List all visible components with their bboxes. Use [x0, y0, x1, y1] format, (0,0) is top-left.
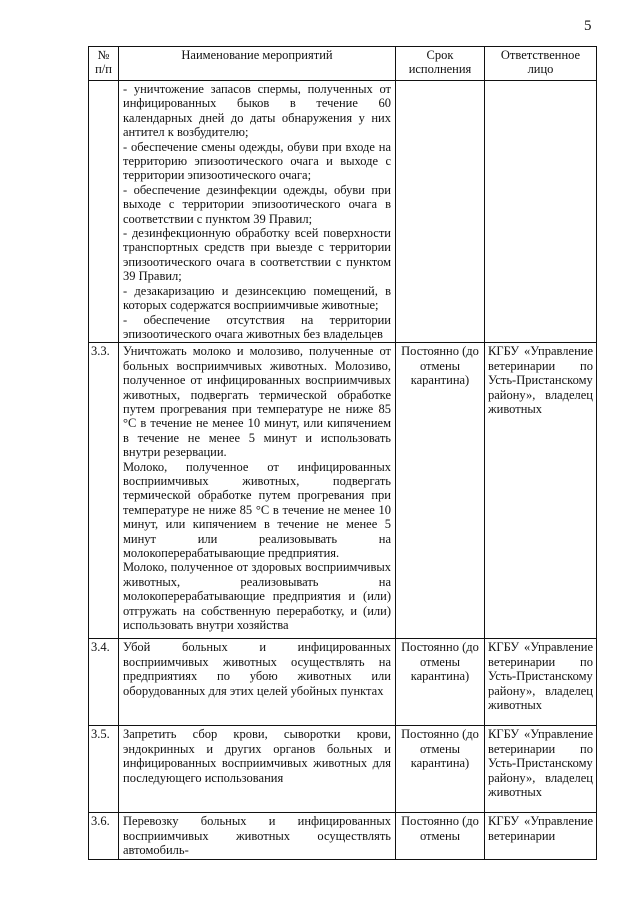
table-row [89, 343, 597, 639]
list-item: - уничтожение запасов спермы, полученных от инфицированных быков в течение 60 календарных дней до даты обнаружения у них антител к возбудителю; [123, 82, 391, 140]
header-responsible: Ответственное лицо [485, 47, 597, 81]
measure-paragraph: Запретить сбор крови, сыворотки крови, эндокринных и других органов больных и инфицированных восприимчивых животных для последующего использования [123, 727, 391, 785]
measure-paragraph: Молоко, полученное от инфицированных восприимчивых животных, подвергать термической обработке путем прогревания при температуре не ниже 85 °С в течение не менее 10 минут, или кипячением в течение не менее 5 минут или реализовывать на молокоперерабатывающие предприятия. [123, 459, 391, 560]
row-number: 3.3. [89, 343, 119, 639]
measure-paragraph: Перевозку больных и инфицированных восприимчивых животных осуществлять автомобиль- [123, 814, 391, 858]
responsible-cell: КГБУ «Управление ветеринарии по Усть-Пристанскому району», владелец животных [485, 639, 597, 726]
responsible-cell: КГБУ «Управление ветеринарии по Усть-Пристанскому району», владелец животных [485, 726, 597, 813]
list-item: - обеспечение дезинфекции одежды, обуви при выходе с территории эпизоотического очага в соответствии с пунктом 39 Правил; [123, 182, 391, 226]
page-number: 5 [584, 18, 592, 34]
list-item: - обеспечение отсутствия на территории эпизоотического очага животных без владельцев [123, 312, 391, 341]
term-cell: Постоянно (до отмены карантина) [396, 639, 485, 726]
measure-paragraph: Молоко, полученное от здоровых восприимчивых животных, реализовывать на молокоперерабатывающие предприятия и (или) отгружать на собственную переработку, и (или) использовать внутри хозяйства [123, 560, 391, 633]
row-number: 3.4. [89, 639, 119, 726]
header-measure-name: Наименование мероприятий [119, 47, 396, 81]
measure-cell [119, 343, 396, 639]
list-item: - обеспечение смены одежды, обуви при входе на территорию эпизоотического очага и выходе с территории эпизоотического очага; [123, 139, 391, 183]
table-row [89, 726, 597, 813]
measure-cell [119, 726, 396, 813]
measures-table [88, 46, 597, 860]
table-row [89, 813, 597, 859]
responsible-cell: КГБУ «Управление ветеринарии по Усть-Пристанскому району», владелец животных [485, 343, 597, 639]
header-term: Срок исполнения [396, 47, 485, 81]
list-item: - дезинфекционную обработку всей поверхности транспортных средств при выезде с территории эпизоотического очага в соответствии с пунктом 39 Правил; [123, 226, 391, 284]
list-item: - дезакаризацию и дезинсекцию помещений, в которых содержатся восприимчивые животные; [123, 283, 391, 313]
table-row-continuation [89, 81, 597, 343]
table-header-row [89, 47, 597, 81]
term-cell: Постоянно (до отмены карантина) [396, 343, 485, 639]
table-row [89, 639, 597, 726]
responsible-cell: КГБУ «Управление ветеринарии [485, 813, 597, 859]
measure-cell [119, 639, 396, 726]
row-number: 3.6. [89, 813, 119, 859]
row-number: 3.5. [89, 726, 119, 813]
term-cell: Постоянно (до отмены карантина) [396, 726, 485, 813]
continuation-cell [119, 81, 396, 343]
term-cell: Постоянно (до отмены [396, 813, 485, 859]
measure-paragraph: Убой больных и инфицированных восприимчивых животных осуществлять на предприятиях по убою животных или оборудованных для этих целей убойных пунктах [123, 640, 391, 698]
measure-paragraph: Уничтожать молоко и молозиво, полученные от больных восприимчивых животных. Молозиво, полученное от инфицированных восприимчивых животных, подвергать термической обработке путем прогревания при температуре не ниже 85 °С в течение не менее 10 минут, или кипячением в течение не менее 5 минут и использовать внутри резервации. [123, 344, 391, 460]
measure-cell [119, 813, 396, 859]
header-number: № п/п [89, 47, 119, 81]
